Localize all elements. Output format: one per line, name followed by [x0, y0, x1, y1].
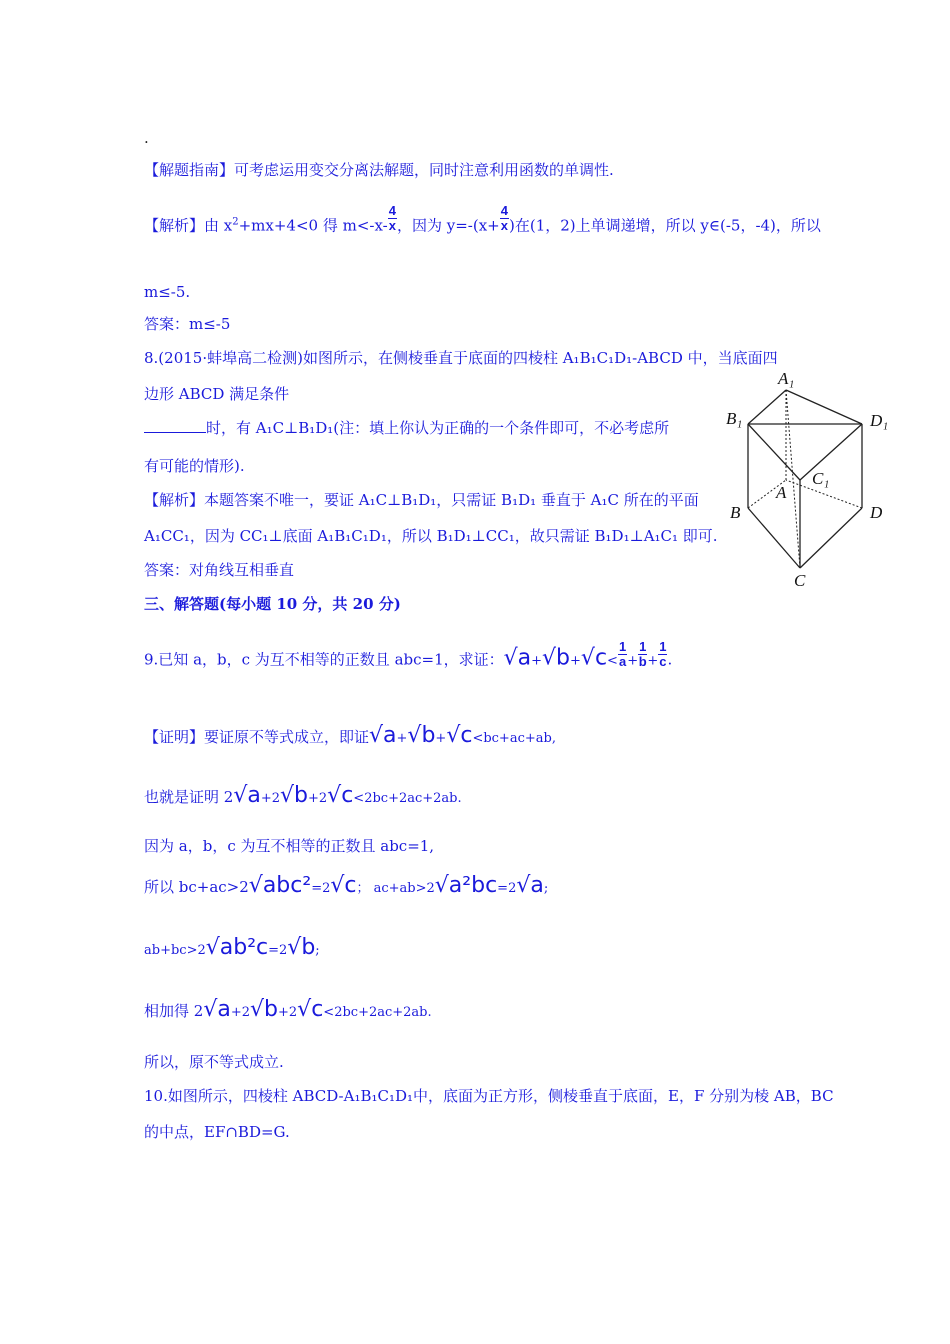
question-9: 9.已知 a，b，c 为互不相等的正数且 abc=1，求证：√a+√b+√c< $\frac{1}{a}$ + $\frac{1}{b}$ + $\frac{1}{c}$ .	[144, 639, 673, 671]
proof-line4: 所以 bc+ac>2√abc²=2√c； ac+ab>2√a²bc=2√a;	[144, 873, 549, 898]
label-d1: D₁	[870, 411, 889, 430]
edge-a1-d1	[786, 390, 862, 424]
fraction-1-over-a: $\frac{1}{a}$	[618, 639, 627, 669]
question-8-line3: 时，有 A₁C⊥B₁D₁(注：填上你认为正确的一个条件即可，不必考虑所	[144, 418, 669, 438]
fraction-1-over-b: $\frac{1}{b}$	[638, 639, 647, 669]
hidden-diagonal-a1-c	[786, 390, 800, 568]
fraction-4-over-x-2: $\frac{4}{x}$	[500, 203, 508, 233]
answer-8: 答案：对角线互相垂直	[144, 561, 295, 579]
proof-line1: 【证明】要证原不等式成立，即证√a+√b+√c<bc+ac+ab,	[144, 723, 556, 748]
label-c: C	[794, 571, 806, 590]
question-10-line1: 10.如图所示，四棱柱 ABCD-A₁B₁C₁D₁中，底面为正方形，侧棱垂直于底面，E，F 分别为棱 AB，BC	[144, 1087, 834, 1105]
label-b1: B₁	[726, 409, 743, 428]
edge-d1-c1	[800, 424, 862, 480]
label-d: D	[870, 503, 883, 522]
label-a1: A₁	[778, 369, 795, 388]
section-3-heading: 三、解答题(每小题 10 分，共 20 分)	[144, 595, 401, 613]
question-8-line4: 有可能的情形).	[144, 457, 245, 475]
label-b: B	[730, 503, 741, 522]
proof-line7: 所以，原不等式成立.	[144, 1053, 284, 1071]
proof-line5: ab+bc>2√ab²c=2√b;	[144, 935, 320, 960]
question-8-line1: 8.(2015·蚌埠高二检测)如图所示，在侧棱垂直于底面的四棱柱 A₁B₁C₁D₁-ABCD 中，当底面四	[144, 349, 778, 367]
edge-b-c	[748, 508, 800, 568]
fraction-1-over-c: $\frac{1}{c}$	[659, 639, 667, 669]
analysis-8-line1: 【解析】本题答案不唯一，要证 A₁C⊥B₁D₁，只需证 B₁D₁ 垂直于 A₁C 所在的平面	[144, 491, 699, 509]
fraction-4-over-x: $\frac{4}{x}$	[388, 203, 396, 233]
proof-line2: 也就是证明 2√a+2√b+2√c<2bc+2ac+2ab.	[144, 783, 462, 808]
label-c1: C₁	[812, 469, 830, 488]
answer-7: 答案：m≤-5	[144, 315, 231, 333]
proof-line3: 因为 a，b，c 为互不相等的正数且 abc=1,	[144, 837, 435, 855]
question-10-line2: 的中点，EF∩BD=G.	[144, 1123, 290, 1141]
label-a: A	[776, 483, 787, 502]
edge-d-c	[800, 508, 862, 568]
edge-a1-b1	[748, 390, 786, 424]
prism-figure	[720, 368, 910, 598]
analysis-8-line2: A₁CC₁，因为 CC₁⊥底面 A₁B₁C₁D₁，所以 B₁D₁⊥CC₁，故只需证 B₁D₁⊥A₁C₁ 即可.	[144, 527, 718, 545]
question-8-line2: 边形 ABCD 满足条件	[144, 385, 290, 403]
answer-blank	[144, 418, 206, 433]
proof-line6: 相加得 2√a+2√b+2√c<2bc+2ac+2ab.	[144, 997, 432, 1022]
guide-text: 【解题指南】可考虑运用变交分离法解题，同时注意利用函数的单调性.	[144, 161, 614, 179]
analysis-7: 【解析】由 $x^2+mx+4<0$ 得 m<-x- $\frac{4}{x}$ ，因为 y=-(x+ $\frac{4}{x}$ )在(1，2)上单调递增，所以 y∈(-5，-4)，所以	[144, 203, 821, 235]
m-result: m≤-5.	[144, 283, 191, 301]
stray-dot: .	[144, 129, 149, 147]
